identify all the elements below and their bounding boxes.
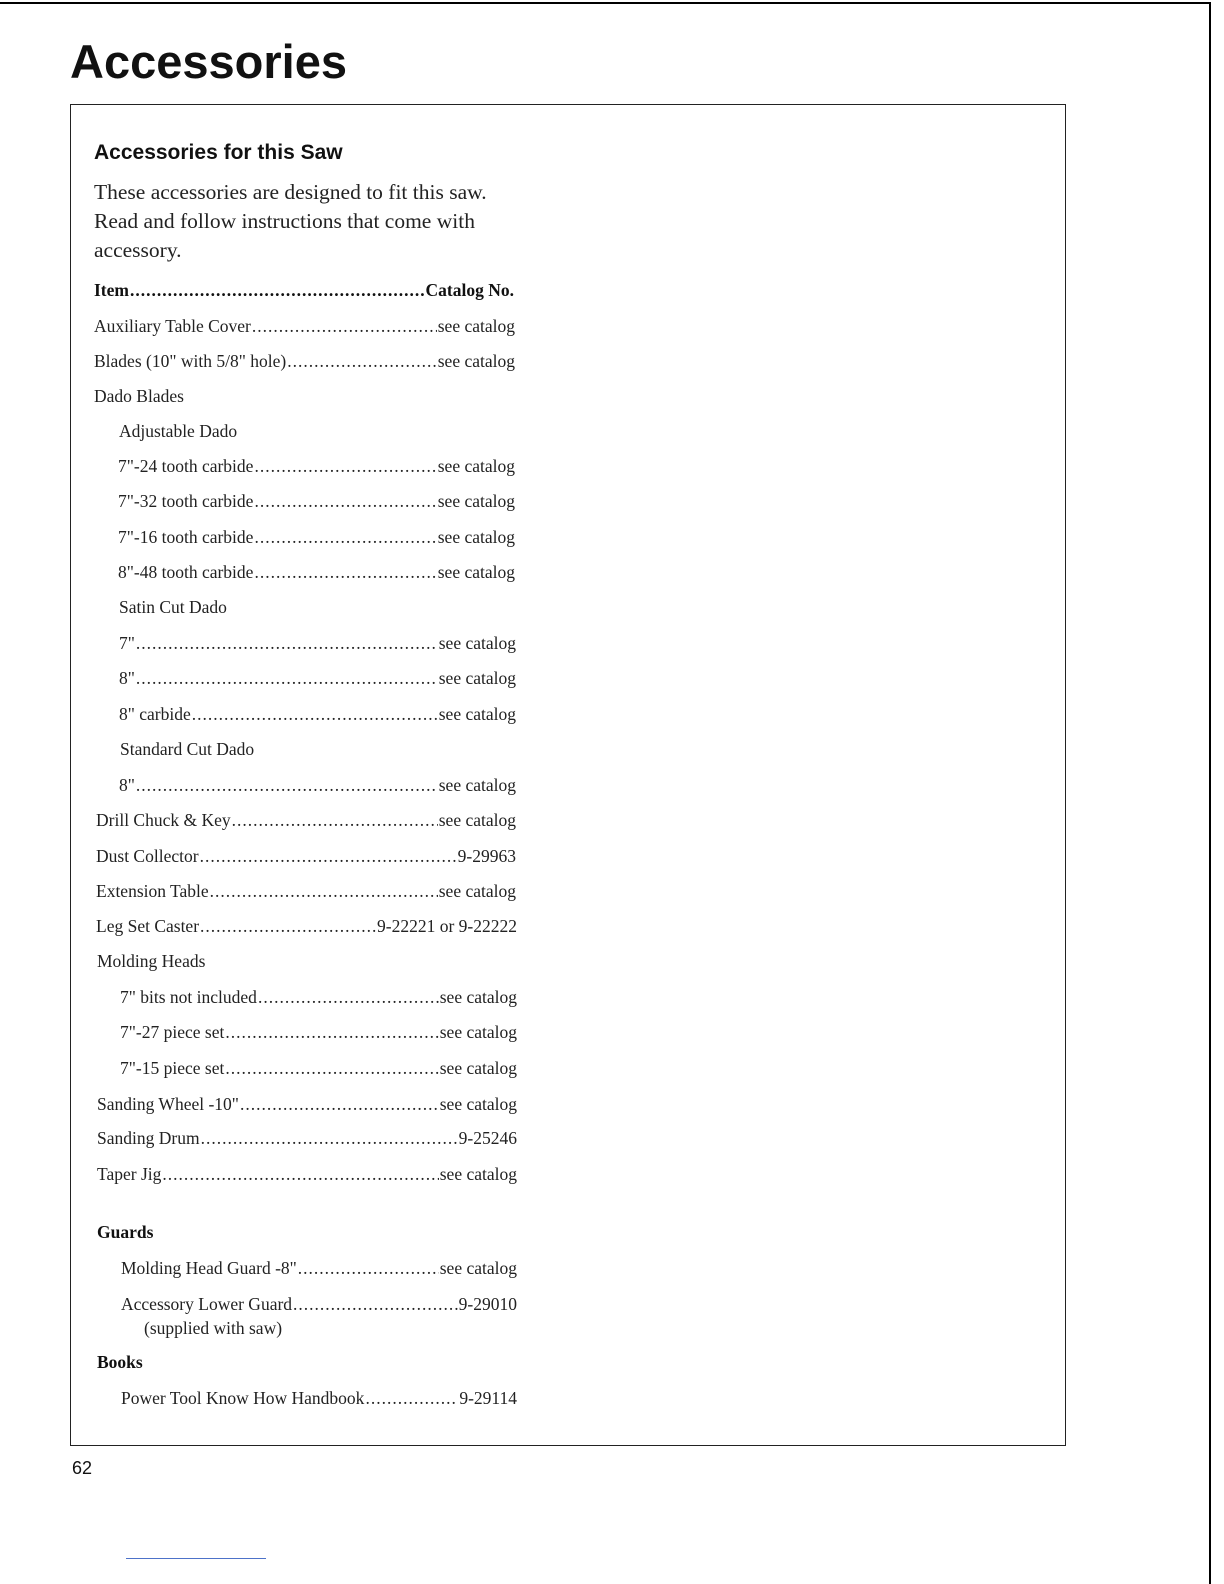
list-item bbox=[96, 810, 516, 831]
item-note: (supplied with saw) bbox=[144, 1318, 283, 1338]
leader-dots bbox=[130, 280, 425, 301]
item-label: 7" bbox=[119, 633, 135, 653]
item-label: 7" bits not included bbox=[120, 987, 257, 1007]
leader-dots bbox=[225, 1058, 438, 1079]
item-label: Accessory Lower Guard bbox=[121, 1294, 293, 1314]
list-item bbox=[121, 1258, 517, 1279]
item-catalog-no: see catalog bbox=[439, 987, 517, 1007]
item-catalog-no: see catalog bbox=[439, 1164, 517, 1184]
item-label: 7"-24 tooth carbide bbox=[118, 456, 254, 476]
subcategory-label: Satin Cut Dado bbox=[119, 597, 227, 617]
item-label: Drill Chuck & Key bbox=[96, 810, 231, 830]
item-label: 7"-32 tooth carbide bbox=[118, 491, 254, 511]
category-label: Molding Heads bbox=[97, 951, 206, 971]
list-item bbox=[118, 456, 515, 477]
item-catalog-no: see catalog bbox=[437, 456, 515, 476]
item-label: 8"-48 tooth carbide bbox=[118, 562, 254, 582]
item-catalog-no: 9-29963 bbox=[457, 846, 516, 866]
list-item bbox=[121, 1294, 517, 1315]
leader-dots bbox=[136, 668, 438, 689]
item-catalog-no: see catalog bbox=[438, 810, 516, 830]
subcategory-label: Adjustable Dado bbox=[119, 421, 238, 441]
list-item bbox=[118, 562, 515, 583]
list-item bbox=[97, 1164, 517, 1185]
leader-dots bbox=[293, 1294, 458, 1315]
page-number: 62 bbox=[72, 1458, 93, 1478]
item-catalog-no: see catalog bbox=[437, 527, 515, 547]
leader-dots bbox=[258, 987, 439, 1008]
item-label: Molding Head Guard -8" bbox=[121, 1258, 297, 1278]
leader-dots bbox=[200, 846, 457, 867]
leader-dots bbox=[287, 351, 437, 372]
leader-dots bbox=[254, 527, 436, 548]
list-item bbox=[119, 633, 516, 654]
leader-dots bbox=[252, 316, 437, 337]
list-item bbox=[96, 881, 516, 902]
item-catalog-no: see catalog bbox=[437, 351, 515, 371]
subcategory-label: Standard Cut Dado bbox=[120, 739, 255, 759]
leader-dots bbox=[240, 1094, 439, 1115]
leader-dots bbox=[254, 456, 436, 477]
leader-dots bbox=[254, 562, 436, 583]
category-label: Dado Blades bbox=[94, 386, 184, 406]
leader-dots bbox=[225, 1022, 438, 1043]
item-catalog-no: see catalog bbox=[437, 562, 515, 582]
leader-dots bbox=[365, 1388, 458, 1409]
list-item bbox=[119, 704, 516, 725]
header-catalog: Catalog No. bbox=[425, 280, 514, 300]
leader-dots bbox=[298, 1258, 439, 1279]
item-label: Power Tool Know How Handbook bbox=[121, 1388, 365, 1408]
item-label: 7"-16 tooth carbide bbox=[118, 527, 254, 547]
list-item bbox=[120, 987, 517, 1008]
item-catalog-no: see catalog bbox=[439, 1058, 517, 1078]
item-catalog-no: see catalog bbox=[439, 1094, 517, 1114]
item-catalog-no: see catalog bbox=[438, 668, 516, 688]
list-item bbox=[119, 668, 516, 689]
list-item bbox=[118, 527, 515, 548]
top-border-rule bbox=[0, 2, 1210, 4]
item-label: 7"-27 piece set bbox=[120, 1022, 225, 1042]
list-item bbox=[97, 1094, 517, 1115]
item-catalog-no: see catalog bbox=[437, 316, 515, 336]
guards-heading: Guards bbox=[97, 1222, 154, 1242]
header-item: Item bbox=[94, 280, 129, 300]
leader-dots bbox=[136, 775, 438, 796]
list-item bbox=[120, 1022, 517, 1043]
item-catalog-no: see catalog bbox=[438, 633, 516, 653]
item-label: Extension Table bbox=[96, 881, 209, 901]
item-catalog-no: see catalog bbox=[439, 1022, 517, 1042]
leader-dots bbox=[210, 881, 438, 902]
footer-rule bbox=[126, 1558, 266, 1559]
section-intro: These accessories are designed to fit this saw. Read and follow instructions that come with accessory. bbox=[94, 180, 487, 262]
item-label: 8" bbox=[119, 775, 135, 795]
leader-dots bbox=[254, 491, 436, 512]
books-heading: Books bbox=[97, 1352, 143, 1372]
list-item bbox=[94, 351, 515, 372]
list-item bbox=[118, 491, 515, 512]
item-label: Taper Jig bbox=[97, 1164, 162, 1184]
table-header bbox=[94, 280, 514, 301]
list-item bbox=[96, 916, 517, 937]
list-item bbox=[94, 316, 515, 337]
item-catalog-no: 9-25246 bbox=[458, 1128, 517, 1148]
item-label: 8" carbide bbox=[119, 704, 191, 724]
list-item bbox=[119, 775, 516, 796]
item-label: Leg Set Caster bbox=[96, 916, 200, 936]
list-item bbox=[121, 1388, 517, 1409]
page-title: Accessories bbox=[70, 35, 347, 88]
leader-dots bbox=[136, 633, 438, 654]
leader-dots bbox=[232, 810, 438, 831]
item-label: Auxiliary Table Cover bbox=[94, 316, 251, 336]
item-catalog-no: 9-22221 or 9-22222 bbox=[377, 916, 517, 936]
list-item bbox=[97, 1128, 517, 1149]
item-label: Sanding Wheel -10" bbox=[97, 1094, 239, 1114]
item-catalog-no: see catalog bbox=[438, 881, 516, 901]
item-label: Blades (10" with 5/8" hole) bbox=[94, 351, 287, 371]
item-catalog-no: see catalog bbox=[438, 704, 516, 724]
item-catalog-no: see catalog bbox=[438, 775, 516, 795]
item-label: Sanding Drum bbox=[97, 1128, 200, 1148]
right-border-rule bbox=[1209, 2, 1211, 1584]
leader-dots bbox=[162, 1164, 438, 1185]
item-catalog-no: see catalog bbox=[439, 1258, 517, 1278]
leader-dots bbox=[200, 916, 376, 937]
leader-dots bbox=[201, 1128, 458, 1149]
list-item bbox=[120, 1058, 517, 1079]
item-catalog-no: see catalog bbox=[437, 491, 515, 511]
item-label: Dust Collector bbox=[96, 846, 199, 866]
leader-dots bbox=[192, 704, 438, 725]
list-item bbox=[96, 846, 516, 867]
item-label: 7"-15 piece set bbox=[120, 1058, 225, 1078]
item-label: 8" bbox=[119, 668, 135, 688]
section-title: Accessories for this Saw bbox=[94, 141, 343, 164]
item-catalog-no: 9-29010 bbox=[458, 1294, 517, 1314]
item-catalog-no: 9-29114 bbox=[459, 1388, 517, 1408]
